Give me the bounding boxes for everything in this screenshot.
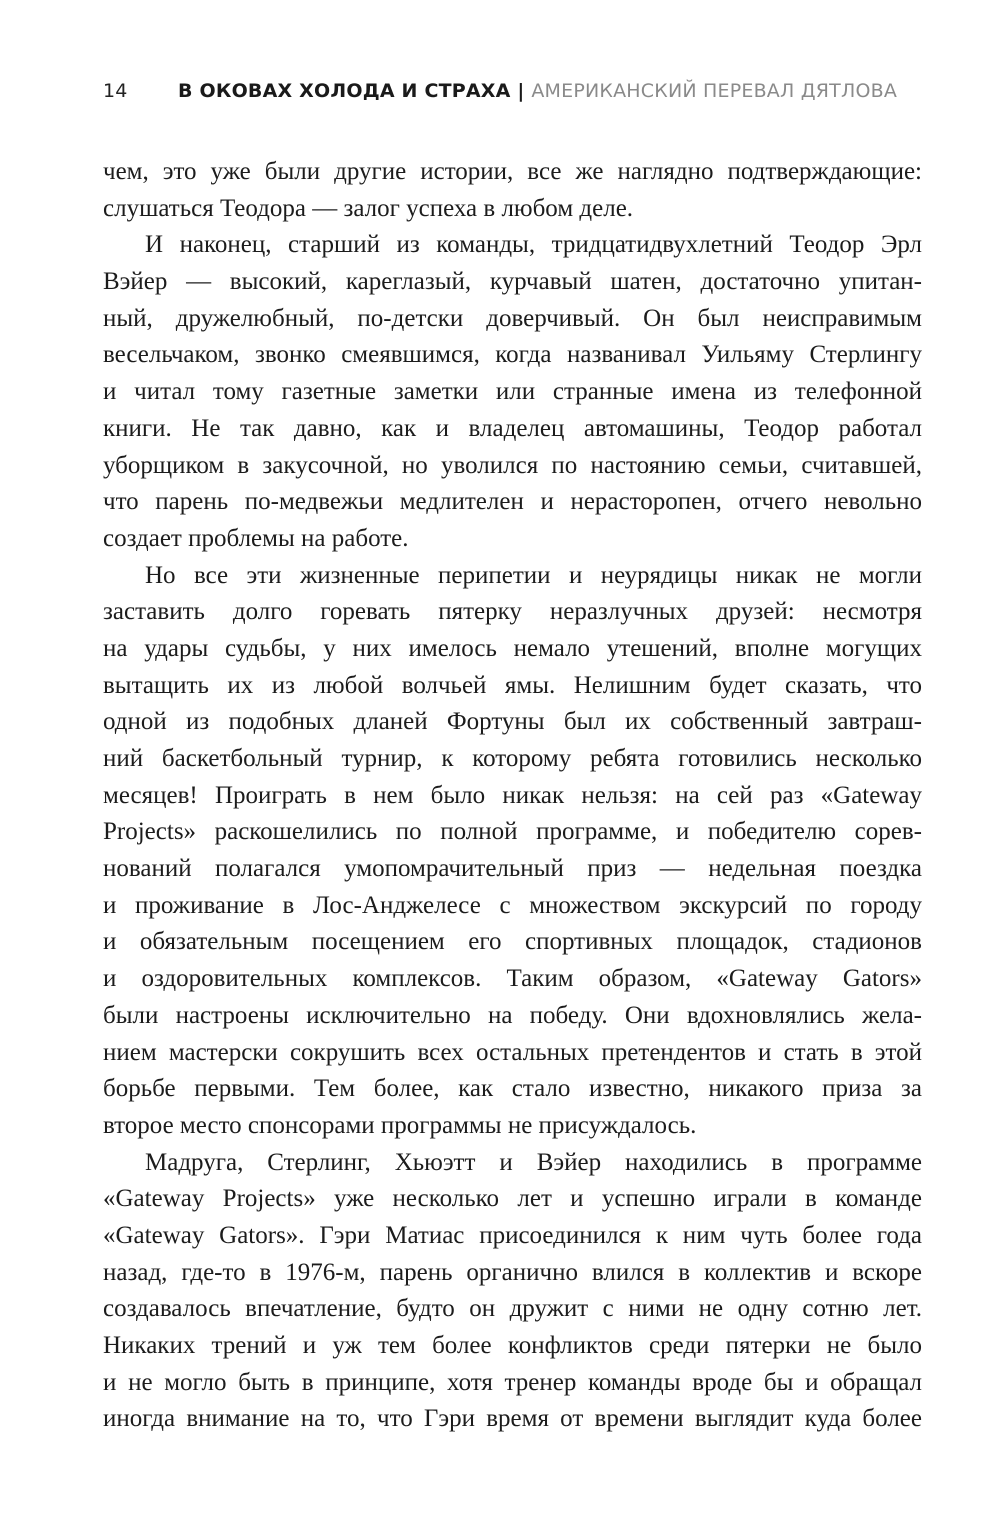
text-line: назад, где-то в 1976-м, парень органично влился в коллектив и вскоре xyxy=(103,1258,922,1286)
text-line: и читал тому газетные заметки или странные имена из телефонной xyxy=(103,378,922,406)
book-subtitle: АМЕРИКАНСКИЙ ПЕРЕВАЛ ДЯТЛОВА xyxy=(531,80,898,102)
running-header xyxy=(103,80,897,102)
text-line: Вэйер — высокий, кареглазый, курчавый шатен, достаточно упитан- xyxy=(103,268,922,296)
text-line: создавалось впечатление, будто он дружит с ними не одну сотню лет. xyxy=(103,1295,922,1323)
text-line: Но все эти жизненные перипетии и неурядицы никак не могли xyxy=(145,561,922,589)
text-line: и не могло быть в принципе, хотя тренер команды вроде бы и обращал xyxy=(103,1368,922,1396)
book-title: В ОКОВАХ ХОЛОДА И СТРАХА xyxy=(178,80,511,102)
text-line: Мадруга, Стерлинг, Хьюэтт и Вэйер находились в программе xyxy=(145,1148,922,1176)
text-line: и оздоровительных комплексов. Таким образом, «Gateway Gators» xyxy=(103,965,922,993)
text-line: иногда внимание на то, что Гэри время от времени выглядит куда более xyxy=(103,1405,922,1433)
text-line: вытащить их из любой волчьей ямы. Нелишним будет сказать, что xyxy=(103,671,922,699)
text-line: второе место спонсорами программы не присуждалось. xyxy=(103,1111,697,1139)
paragraph xyxy=(103,227,922,557)
text-line: на удары судьбы, у них имелось немало утешений, вполне могущих xyxy=(103,634,922,662)
text-line: слушаться Теодора — залог успеха в любом деле. xyxy=(103,194,634,222)
paragraph xyxy=(103,1145,922,1439)
text-line: и проживание в Лос-Анджелесе с множеством экскурсий по городу xyxy=(103,891,922,919)
text-line: одной из подобных дланей Фортуны был их собственный завтраш- xyxy=(103,708,922,736)
text-line: «Gateway Gators». Гэри Матиас присоединился к ним чуть более года xyxy=(103,1221,922,1249)
text-line: и обязательным посещением его спортивных площадок, стадионов xyxy=(103,928,922,956)
text-line: заставить долго горевать пятерку неразлучных друзей: несмотря xyxy=(103,598,922,626)
text-line: «Gateway Projects» уже несколько лет и успешно играли в команде xyxy=(103,1185,922,1213)
page-number: 14 xyxy=(103,80,128,102)
text-line: И наконец, старший из команды, тридцатидвухлетний Теодор Эрл xyxy=(145,231,922,259)
paragraph xyxy=(103,154,922,227)
text-line: ный, дружелюбный, по-детски доверчивый. Он был неисправимым xyxy=(103,304,922,332)
text-line: Никаких трений и уж тем более конфликтов среди пятерки не было xyxy=(103,1332,922,1359)
text-line: весельчаком, звонко смеявшимся, когда названивал Уильяму Стерлингу xyxy=(103,341,922,369)
header-separator: | xyxy=(517,80,525,102)
text-line: что парень по-медвежьи медлителен и нерасторопен, отчего невольно xyxy=(103,488,922,516)
text-line: создает проблемы на работе. xyxy=(103,524,409,552)
text-line: Projects» раскошелились по полной программе, и победителю сорев- xyxy=(103,818,922,846)
text-line: нием мастерски сокрушить всех остальных претендентов и стать в этой xyxy=(103,1038,922,1066)
text-line: борьбе первыми. Тем более, как стало известно, никакого приза за xyxy=(103,1075,922,1103)
text-line: чем, это уже были другие истории, все же наглядно подтверждающие: xyxy=(103,158,922,185)
text-line: нований полагался умопомрачительный приз — недельная поездка xyxy=(103,855,922,883)
paragraph xyxy=(103,558,922,1145)
page-body-text xyxy=(103,154,922,1438)
text-line: месяцев! Проиграть в нем было никак нельзя: на сей раз «Gateway xyxy=(103,781,922,809)
text-line: ний баскетбольный турнир, к которому ребята готовились несколько xyxy=(103,745,922,772)
text-line: были настроены исключительно на победу. Они вдохновлялись жела- xyxy=(103,1001,922,1029)
text-line: книги. Не так давно, как и владелец автомашины, Теодор работал xyxy=(103,414,922,442)
text-line: уборщиком в закусочной, но уволился по настоянию семьи, считавшей, xyxy=(103,451,922,479)
